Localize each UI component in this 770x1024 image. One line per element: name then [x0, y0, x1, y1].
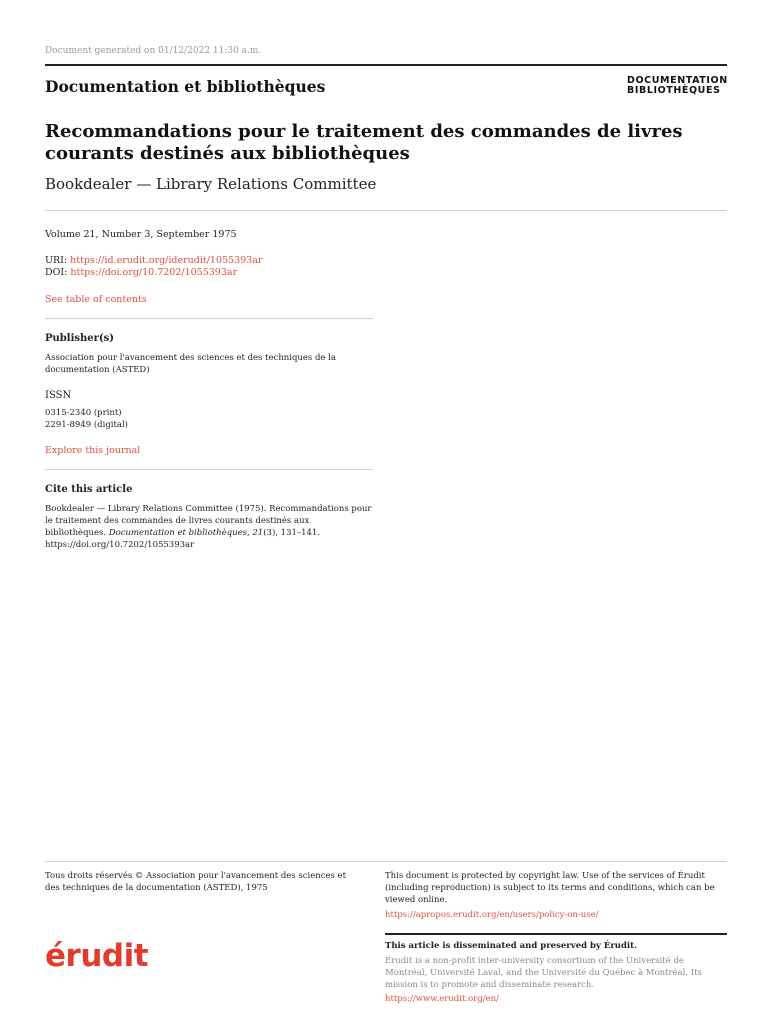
- header-rule: [45, 64, 727, 66]
- rights-text: Tous droits réservés © Association pour l'avancement des sciences et des techniques de la documentation (ASTED), 1975: [45, 871, 347, 893]
- citation-text: Bookdealer — Library Relations Committee (1975). Recommandations pour le traitement des commandes de livres courants destinés aux bibliothèques. Documentation et bibliothèques, 21(3), 131–141. https://doi.org/10.7202/1055393ar: [45, 504, 372, 550]
- issn-label: ISSN: [45, 390, 72, 401]
- generated-date: Document generated on 01/12/2022 11:30 a.m.: [45, 46, 262, 56]
- issn-values: 0315-2340 (print) 2291-8949 (digital): [45, 408, 128, 430]
- erudit-logo: érudit: [45, 938, 149, 974]
- journal-logo: DOCUMENTATION BIBLIOTHÈQUES: [627, 75, 728, 96]
- publisher-name: Association pour l'avancement des sciences et des techniques de la documentation (ASTED): [45, 353, 336, 375]
- divider: [45, 210, 727, 211]
- divider: [45, 469, 373, 470]
- uri-link[interactable]: https://id.erudit.org/iderudit/1055393ar: [70, 255, 263, 266]
- erudit-info: This article is disseminated and preserved by Érudit. Érudit is a non-profit inter-university consortium of the Université de Montréal, Université Laval, and the Université du Québec à Montréal. Its mission is to promote and disseminate research. https://www.erudit.org/en/: [385, 940, 725, 1005]
- doi-line: DOI: https://doi.org/10.7202/1055393ar: [45, 267, 238, 278]
- article-title: Recommandations pour le traitement des commandes de livres courants destinés aux bibliothèques: [45, 121, 683, 164]
- uri-line: URI: https://id.erudit.org/iderudit/1055393ar: [45, 255, 263, 266]
- divider: [45, 318, 373, 319]
- cite-label: Cite this article: [45, 484, 133, 495]
- toc-link[interactable]: See table of contents: [45, 294, 147, 305]
- policy-link[interactable]: https://apropos.erudit.org/en/users/policy-on-use/: [385, 910, 599, 920]
- explore-journal-link[interactable]: Explore this journal: [45, 445, 141, 456]
- footer-rule: [385, 933, 727, 935]
- erudit-link[interactable]: https://www.erudit.org/en/: [385, 994, 499, 1004]
- journal-title: Documentation et bibliothèques: [45, 77, 326, 96]
- doi-link[interactable]: https://doi.org/10.7202/1055393ar: [70, 267, 238, 278]
- footer-divider: [45, 861, 727, 862]
- volume-info: Volume 21, Number 3, September 1975: [45, 229, 237, 240]
- copyright-notice: This document is protected by copyright law. Use of the services of Érudit (including reproduction) is subject to its terms and conditions, which can be viewed online. https://apropos.erudit.org/en/users/policy-on-use/: [385, 871, 715, 920]
- article-authors: Bookdealer — Library Relations Committee: [45, 175, 377, 193]
- publisher-label: Publisher(s): [45, 333, 115, 344]
